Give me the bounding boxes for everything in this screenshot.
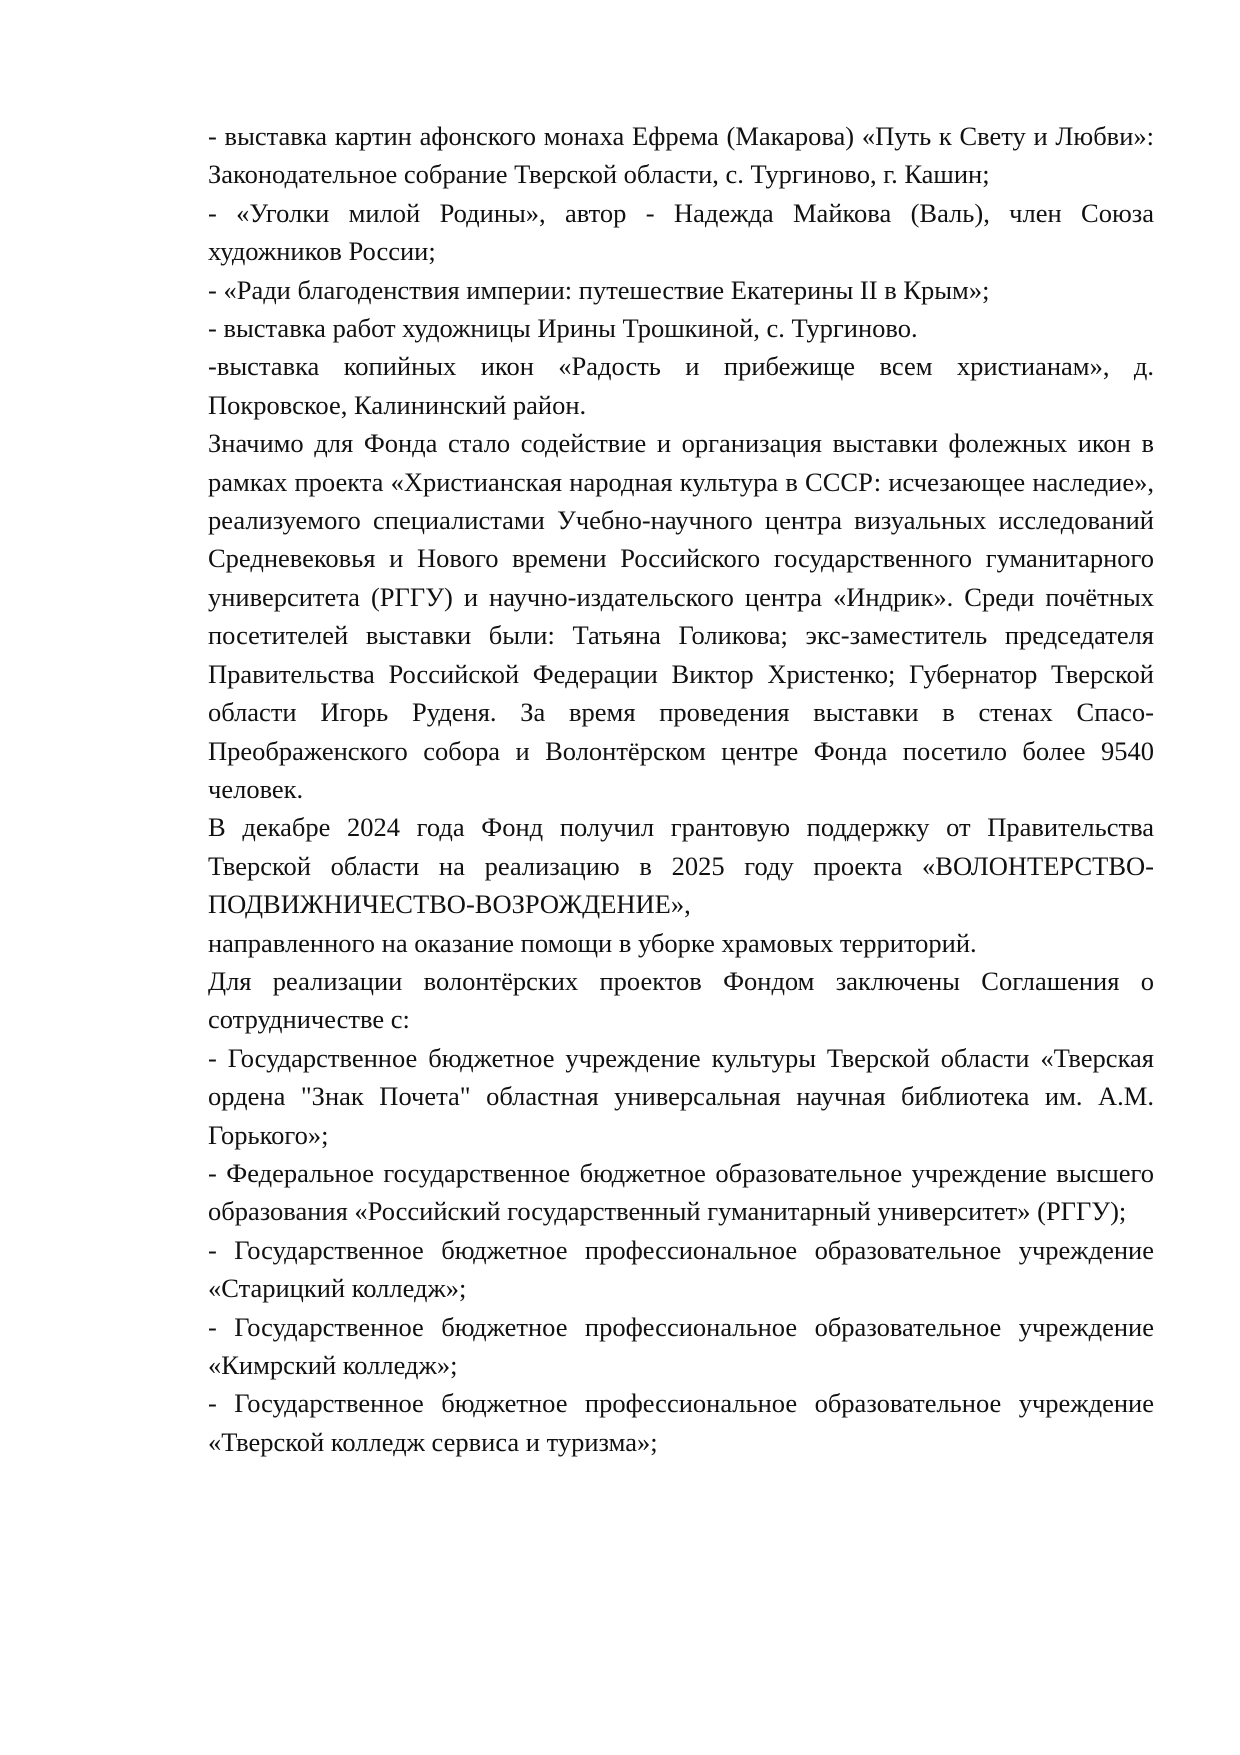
paragraph-grant-purpose: направленного на оказание помощи в уборке храмовых территорий. bbox=[208, 927, 977, 958]
paragraph-foil-icons-exhibition: Значимо для Фонда стало содействие и организация выставки фолежных икон в рамках проекта «Христианская народная культура в СССР: исчезающее наследие», реализуемого специалистами Учебно-научного центра визуальных исследований Средневековья и Нового времени Российского государственного гуманитарного университета (РГГУ) и научно-издательского центра «Индрик». Среди почётных посетителей выставки были: Татьяна Голикова; экс-заместитель председателя Правительства Российской Федерации Виктор Христенко; Губернатор Тверской области Игорь Руденя. За время проведения выставки в стенах Спасо-Преображенского собора и Волонтёрском центре Фонда посетило более 9540 человек. bbox=[208, 428, 1154, 804]
list-item-agreement-staritsa-college: - Государственное бюджетное профессиональное образовательное учреждение «Старицкий колледж»; bbox=[208, 1234, 1154, 1304]
list-item-exhibition-icons: -выставка копийных икон «Радость и прибежище всем христианам», д. Покровское, Калининский район. bbox=[208, 351, 1154, 420]
list-item-exhibition-troshkina: - выставка работ художницы Ирины Трошкиной, с. Тургиново. bbox=[208, 313, 918, 344]
list-item-agreement-kimry-college: - Государственное бюджетное профессиональное образовательное учреждение «Кимрский колледж»; bbox=[208, 1311, 1154, 1380]
list-item-exhibition-ephraim: - выставка картин афонского монаха Ефрема (Макарова) «Путь к Свету и Любви»: Законодательное собрание Тверской области, с. Тургиново, г. Кашин; bbox=[208, 121, 1154, 190]
list-item-agreement-rggu: - Федеральное государственное бюджетное образовательное учреждение высшего образования «Российский государственный гуманитарный университет» (РГГУ); bbox=[208, 1157, 1154, 1227]
list-item-exhibition-maykova: - «Уголки милой Родины», автор - Надежда Майкова (Валь), член Союза художников России; bbox=[208, 197, 1154, 267]
paragraph-agreements-intro: Для реализации волонтёрских проектов Фондом заключены Соглашения о сотрудничестве с: bbox=[208, 965, 1154, 1035]
list-item-agreement-library: - Государственное бюджетное учреждение культуры Тверской области «Тверская ордена "Знак Почета" областная универсальная научная библиотека им. А.М. Горького»; bbox=[208, 1042, 1154, 1150]
paragraph-grant-support: В декабре 2024 года Фонд получил грантовую поддержку от Правительства Тверской области на реализацию в 2025 году проекта «ВОЛОНТЕРСТВО-ПОДВИЖНИЧЕСТВО-ВОЗРОЖДЕНИЕ», bbox=[208, 812, 1154, 920]
list-item-exhibition-catherine: - «Ради благоденствия империи: путешествие Екатерины II в Крым»; bbox=[208, 274, 990, 305]
list-item-agreement-tver-college: - Государственное бюджетное профессиональное образовательное учреждение «Тверской колледж сервиса и туризма»; bbox=[208, 1388, 1154, 1457]
document-body bbox=[208, 117, 1154, 1461]
